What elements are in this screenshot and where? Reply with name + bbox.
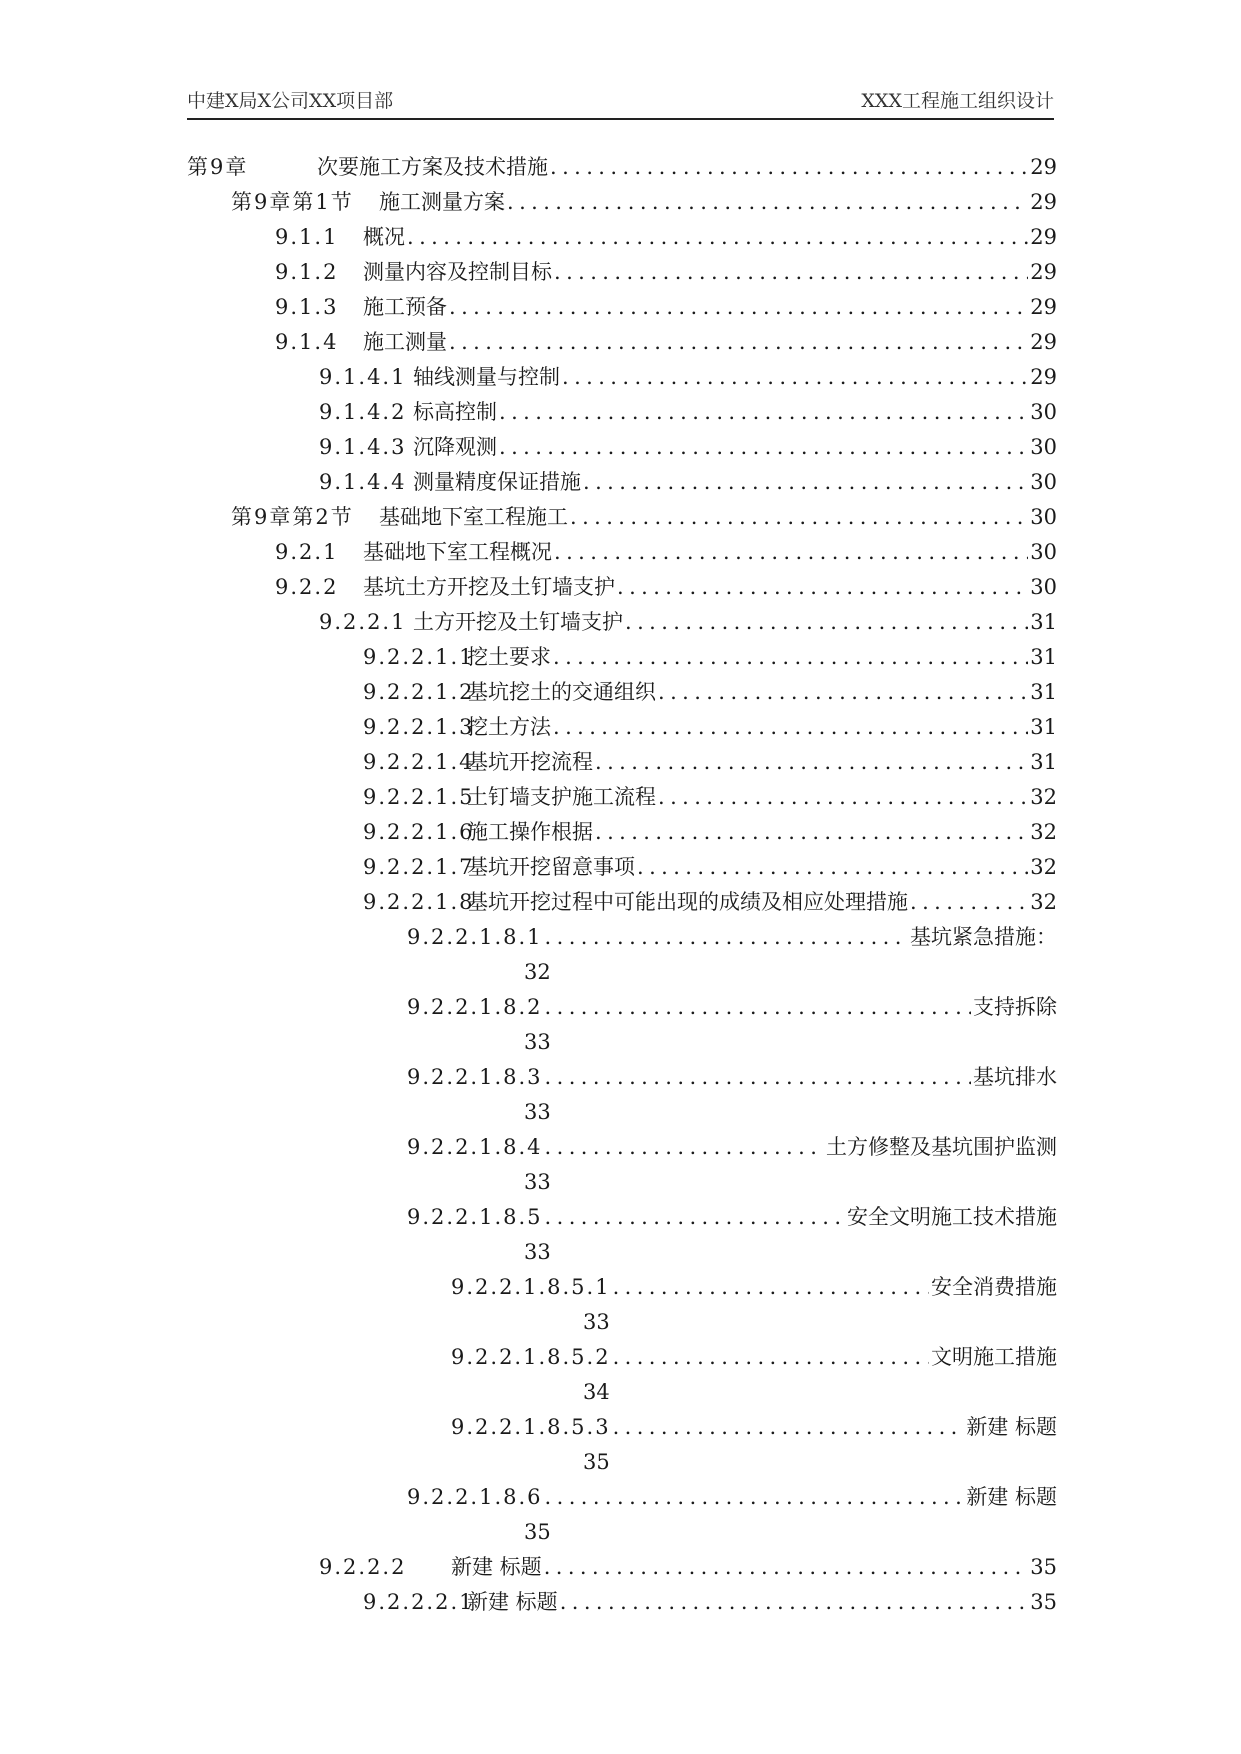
toc-entry[interactable] <box>187 1130 1057 1200</box>
toc-entry-title: 次要施工方案及技术措施 <box>317 155 548 179</box>
toc-entry-page: 30 <box>1030 505 1057 529</box>
toc-entry-number: 9.2.2.1.8 <box>363 890 475 914</box>
toc-entry-title: 测量内容及控制目标 <box>363 260 552 284</box>
toc-entry[interactable] <box>187 290 1057 325</box>
toc-entry-number: 9.2.2.2.1 <box>363 1590 475 1614</box>
toc-leader-dots <box>553 640 1028 675</box>
toc-entry[interactable] <box>187 465 1057 500</box>
toc-entry-page: 29 <box>1030 155 1057 179</box>
toc-entry-title: 基坑紧急措施： <box>910 925 1057 949</box>
toc-entry-number: 9.2.2.1.8.6 <box>407 1485 543 1509</box>
toc-leader-dots <box>545 920 908 955</box>
toc-leader-dots <box>595 815 1028 850</box>
toc-entry-page: 32 <box>1030 820 1057 844</box>
toc-entry-title: 施工测量方案 <box>379 190 505 214</box>
toc-entry-page: 31 <box>1030 715 1057 739</box>
toc-entry-number: 9.2.2.2 <box>319 1555 407 1579</box>
toc-entry[interactable] <box>187 1200 1057 1270</box>
toc-entry[interactable] <box>187 1585 1057 1620</box>
toc-leader-dots <box>637 850 1028 885</box>
toc-entry-page: 35 <box>1030 1590 1057 1614</box>
toc-entry-title: 施工预备 <box>363 295 447 319</box>
toc-entry-title: 施工操作根据 <box>467 820 593 844</box>
toc-entry[interactable] <box>187 185 1057 220</box>
toc-entry-number: 9.1.2 <box>275 260 339 284</box>
toc-entry[interactable] <box>187 570 1057 605</box>
page-header <box>187 88 1054 120</box>
toc-entry-title: 基坑排水 <box>973 1065 1057 1089</box>
toc-entry[interactable] <box>187 920 1057 990</box>
toc-entry-title: 测量精度保证措施 <box>413 470 581 494</box>
toc-leader-dots <box>545 1130 824 1165</box>
toc-entry[interactable] <box>187 1270 1057 1340</box>
toc-entry-number: 9.2.2.1.8.1 <box>407 925 543 949</box>
toc-entry[interactable] <box>187 640 1057 675</box>
toc-entry[interactable] <box>187 710 1057 745</box>
toc-entry[interactable] <box>187 150 1057 185</box>
toc-entry[interactable] <box>187 780 1057 815</box>
toc-entry-page: 29 <box>1030 260 1057 284</box>
toc-entry-title: 新建 标题 <box>467 1590 558 1614</box>
toc-entry-title: 标高控制 <box>413 400 497 424</box>
toc-leader-dots <box>554 535 1028 570</box>
toc-entry-page: 29 <box>1030 330 1057 354</box>
toc-entry-title: 支持拆除 <box>973 995 1057 1019</box>
toc-entry-number: 9.1.3 <box>275 295 339 319</box>
toc-entry-number: 第9章第2节 <box>231 505 354 529</box>
toc-entry-number: 9.2.2.1.6 <box>363 820 475 844</box>
toc-entry-number: 9.2.2.1.8.2 <box>407 995 543 1019</box>
toc-entry-page: 29 <box>1030 295 1057 319</box>
toc-leader-dots <box>449 325 1028 360</box>
toc-entry-title: 轴线测量与控制 <box>413 365 560 389</box>
toc-leader-dots <box>553 710 1028 745</box>
toc-entry-number: 9.2.2.1.8.5.1 <box>451 1275 611 1299</box>
toc-entry[interactable] <box>187 1340 1057 1410</box>
toc-leader-dots <box>545 1480 965 1515</box>
toc-leader-dots <box>570 500 1028 535</box>
toc-entry[interactable] <box>187 325 1057 360</box>
toc-entry-number: 9.1.4.3 <box>319 435 407 459</box>
toc-entry-title: 施工测量 <box>363 330 447 354</box>
toc-entry-number: 9.2.2.1.8.5.3 <box>451 1415 611 1439</box>
toc-leader-dots <box>499 395 1028 430</box>
toc-leader-dots <box>507 185 1028 220</box>
toc-entry-title: 土钉墙支护施工流程 <box>467 785 656 809</box>
toc-entry-page: 35 <box>583 1450 610 1474</box>
toc-entry-title: 新建 标题 <box>966 1485 1057 1509</box>
toc-leader-dots <box>554 255 1028 290</box>
toc-entry-page: 33 <box>583 1310 610 1334</box>
toc-entry-page: 31 <box>1030 680 1057 704</box>
toc-leader-dots <box>613 1270 929 1305</box>
toc-entry-number: 9.2.2.1.3 <box>363 715 475 739</box>
toc-entry[interactable] <box>187 885 1057 920</box>
toc-entry-number: 9.2.2 <box>275 575 339 599</box>
toc-entry-title: 挖土方法 <box>467 715 551 739</box>
toc-entry-number: 9.2.1 <box>275 540 339 564</box>
toc-entry-title: 安全文明施工技术措施 <box>847 1205 1057 1229</box>
toc-entry-page: 29 <box>1030 190 1057 214</box>
toc-entry-page: 35 <box>524 1520 551 1544</box>
toc-entry-page: 29 <box>1030 365 1057 389</box>
toc-entry-page: 33 <box>524 1240 551 1264</box>
toc-entry-title: 新建 标题 <box>966 1415 1057 1439</box>
toc-entry[interactable] <box>187 1550 1057 1585</box>
toc-entry[interactable] <box>187 360 1057 395</box>
table-of-contents <box>187 150 1057 1620</box>
toc-entry-number: 9.1.4.4 <box>319 470 407 494</box>
toc-entry[interactable] <box>187 535 1057 570</box>
toc-entry-page: 33 <box>524 1100 551 1124</box>
toc-entry-title: 挖土要求 <box>467 645 551 669</box>
toc-entry-number: 第9章 <box>187 155 249 179</box>
toc-entry-page: 35 <box>1030 1555 1057 1579</box>
toc-entry[interactable] <box>187 395 1057 430</box>
toc-entry-number: 9.1.1 <box>275 225 339 249</box>
toc-leader-dots <box>499 430 1028 465</box>
toc-entry[interactable] <box>187 1060 1057 1130</box>
toc-entry-number: 9.2.2.1.5 <box>363 785 475 809</box>
toc-entry-title: 概况 <box>363 225 405 249</box>
toc-entry-page: 30 <box>1030 470 1057 494</box>
toc-leader-dots <box>550 150 1028 185</box>
toc-entry-number: 9.2.2.1.8.4 <box>407 1135 543 1159</box>
toc-entry-page: 32 <box>1030 855 1057 879</box>
toc-entry-title: 土方修整及基坑围护监测 <box>826 1135 1057 1159</box>
toc-leader-dots <box>595 745 1028 780</box>
toc-leader-dots <box>449 290 1028 325</box>
toc-entry-number: 9.2.2.1.8.3 <box>407 1065 543 1089</box>
toc-entry[interactable] <box>187 220 1057 255</box>
toc-leader-dots <box>407 220 1028 255</box>
toc-leader-dots <box>545 1200 845 1235</box>
toc-entry-number: 9.2.2.1 <box>319 610 407 634</box>
toc-entry-number: 9.2.2.1.8.5.2 <box>451 1345 611 1369</box>
toc-leader-dots <box>545 990 971 1025</box>
toc-entry[interactable] <box>187 745 1057 780</box>
toc-leader-dots <box>562 360 1028 395</box>
toc-entry[interactable] <box>187 430 1057 465</box>
toc-leader-dots <box>560 1585 1029 1620</box>
toc-entry[interactable] <box>187 850 1057 885</box>
toc-leader-dots <box>613 1340 929 1375</box>
toc-entry-page: 30 <box>1030 435 1057 459</box>
toc-entry[interactable] <box>187 255 1057 290</box>
toc-entry[interactable] <box>187 1480 1057 1550</box>
toc-entry[interactable] <box>187 990 1057 1060</box>
toc-entry-page: 30 <box>1030 540 1057 564</box>
toc-entry-page: 31 <box>1030 610 1057 634</box>
toc-entry-number: 9.2.2.1.7 <box>363 855 475 879</box>
toc-entry-page: 34 <box>583 1380 610 1404</box>
toc-entry-title: 基坑开挖流程 <box>467 750 593 774</box>
toc-leader-dots <box>625 605 1028 640</box>
toc-entry-title: 基坑开挖过程中可能出现的成绩及相应处理措施 <box>467 890 908 914</box>
toc-entry-title: 安全消费措施 <box>931 1275 1057 1299</box>
toc-leader-dots <box>658 780 1028 815</box>
toc-entry-page: 31 <box>1030 645 1057 669</box>
toc-entry-page: 30 <box>1030 400 1057 424</box>
toc-entry-page: 33 <box>524 1030 551 1054</box>
toc-entry-page: 32 <box>1030 890 1057 914</box>
toc-leader-dots <box>583 465 1028 500</box>
toc-entry-title: 基坑土方开挖及土钉墙支护 <box>363 575 615 599</box>
toc-leader-dots <box>617 570 1028 605</box>
toc-entry[interactable] <box>187 815 1057 850</box>
header-left-text: 中建X局X公司XX项目部 <box>187 90 394 112</box>
toc-entry-title: 基础地下室工程施工 <box>379 505 568 529</box>
toc-entry-title: 新建 标题 <box>451 1555 542 1579</box>
toc-entry-title: 基坑挖土的交通组织 <box>467 680 656 704</box>
header-right-text: XXX工程施工组织设计 <box>861 90 1054 112</box>
toc-entry-number: 9.1.4.2 <box>319 400 407 424</box>
toc-entry-number: 9.2.2.1.8.5 <box>407 1205 543 1229</box>
toc-entry-number: 9.2.2.1.1 <box>363 645 475 669</box>
toc-entry-title: 基础地下室工程概况 <box>363 540 552 564</box>
toc-entry-title: 沉降观测 <box>413 435 497 459</box>
toc-leader-dots <box>545 1060 971 1095</box>
toc-entry-number: 9.1.4.1 <box>319 365 407 389</box>
toc-entry-page: 33 <box>524 1170 551 1194</box>
toc-entry-number: 9.2.2.1.4 <box>363 750 475 774</box>
toc-entry-page: 32 <box>524 960 551 984</box>
toc-entry-number: 9.2.2.1.2 <box>363 680 475 704</box>
toc-entry-title: 基坑开挖留意事项 <box>467 855 635 879</box>
toc-entry-page: 32 <box>1030 785 1057 809</box>
toc-entry-page: 30 <box>1030 575 1057 599</box>
toc-entry-number: 9.1.4 <box>275 330 339 354</box>
toc-leader-dots <box>658 675 1028 710</box>
toc-entry[interactable] <box>187 1410 1057 1480</box>
toc-leader-dots <box>544 1550 1029 1585</box>
toc-leader-dots <box>910 885 1028 920</box>
toc-leader-dots <box>613 1410 965 1445</box>
toc-entry-page: 31 <box>1030 750 1057 774</box>
toc-entry-title: 文明施工措施 <box>931 1345 1057 1369</box>
toc-entry-title: 土方开挖及土钉墙支护 <box>413 610 623 634</box>
toc-entry[interactable] <box>187 675 1057 710</box>
toc-entry-page: 29 <box>1030 225 1057 249</box>
toc-entry-number: 第9章第1节 <box>231 190 354 214</box>
toc-entry[interactable] <box>187 605 1057 640</box>
toc-entry[interactable] <box>187 500 1057 535</box>
